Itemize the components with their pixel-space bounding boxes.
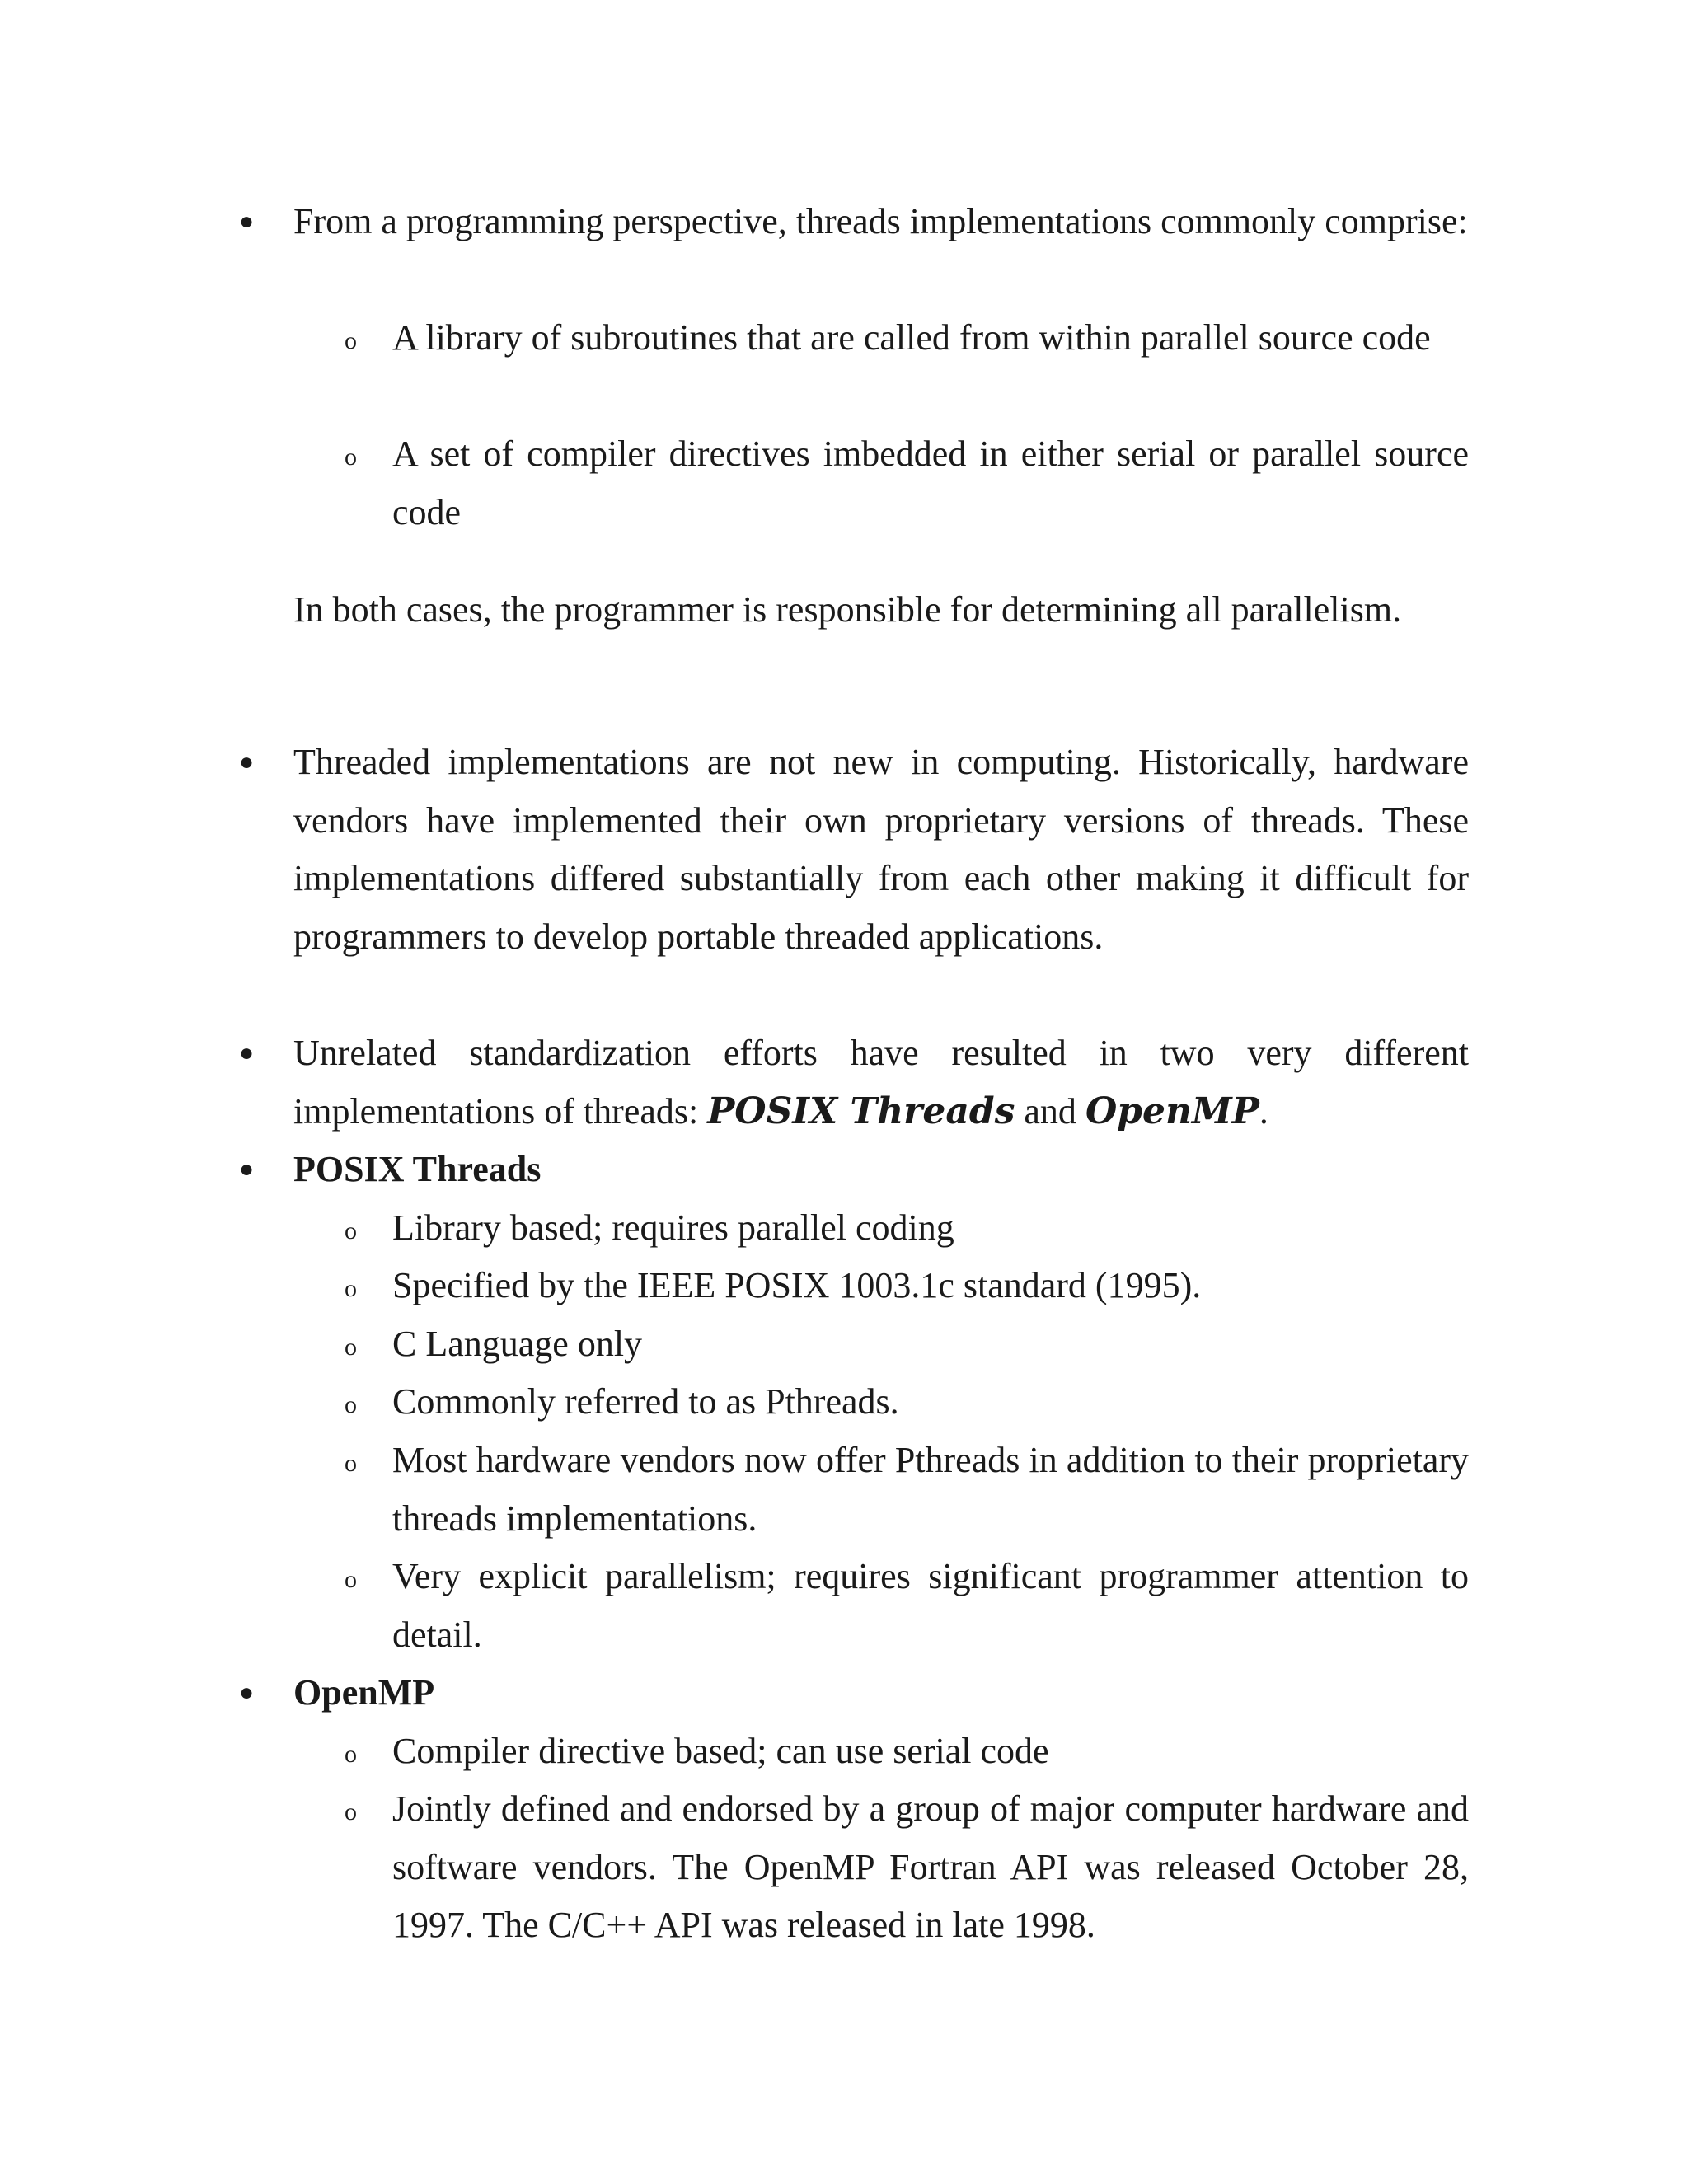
bullet-icon: ● bbox=[239, 1039, 255, 1066]
circle-bullet-icon: o bbox=[345, 443, 357, 471]
sub-item-library-subroutines bbox=[345, 309, 1469, 368]
heading-posix-threads bbox=[239, 1141, 1469, 1199]
circle-bullet-icon: o bbox=[345, 1450, 357, 1477]
bullet-icon: ● bbox=[239, 1155, 255, 1183]
sub-item-library-based bbox=[345, 1199, 1469, 1258]
item-text: From a programming perspective, threads implementations commonly comprise: bbox=[293, 201, 1468, 241]
circle-bullet-icon: o bbox=[345, 1333, 357, 1361]
item-text: Commonly referred to as Pthreads. bbox=[392, 1381, 899, 1422]
item-text: Most hardware vendors now offer Pthreads in addition to their proprietary threads implementations. bbox=[392, 1440, 1469, 1539]
item-text: Specified by the IEEE POSIX 1003.1c standard (1995). bbox=[392, 1265, 1202, 1305]
item-text: Threaded implementations are not new in computing. Historically, hardware vendors have implemented their own proprietary versions of threads. These implementations differed substantially from each other making it difficult for programmers to develop portable threaded applications. bbox=[293, 742, 1469, 957]
item-text: Compiler directive based; can use serial code bbox=[392, 1731, 1049, 1771]
bullet-item-standardization-efforts bbox=[239, 1024, 1469, 1141]
sub-item-jointly-defined bbox=[345, 1780, 1469, 1955]
item-text: C Language only bbox=[392, 1324, 643, 1364]
circle-bullet-icon: o bbox=[345, 1798, 357, 1825]
bullet-item-programming-perspective bbox=[239, 193, 1469, 251]
paragraph-text: In both cases, the programmer is responsible for determining all parallelism. bbox=[293, 589, 1402, 630]
section-heading: OpenMP bbox=[293, 1672, 435, 1713]
item-text: Library based; requires parallel coding bbox=[392, 1207, 954, 1248]
sub-item-compiler-directive-based bbox=[345, 1722, 1469, 1781]
posix-threads-emphasis: POSIX Threads bbox=[707, 1090, 1015, 1132]
item-text-end: . bbox=[1259, 1090, 1268, 1132]
item-text-mid: and bbox=[1015, 1090, 1085, 1132]
circle-bullet-icon: o bbox=[345, 1217, 357, 1244]
item-text-start: Unrelated standardization efforts have resulted in two very different implementations of threads: bbox=[293, 1033, 1469, 1132]
heading-openmp bbox=[239, 1664, 1469, 1722]
item-text: Very explicit parallelism; requires significant programmer attention to detail. bbox=[392, 1556, 1469, 1655]
sub-item-hardware-vendors bbox=[345, 1432, 1469, 1548]
circle-bullet-icon: o bbox=[345, 1566, 357, 1593]
circle-bullet-icon: o bbox=[345, 327, 357, 354]
section-heading: POSIX Threads bbox=[293, 1149, 542, 1189]
bullet-icon: ● bbox=[239, 208, 255, 235]
bullet-item-threaded-implementations bbox=[239, 733, 1469, 966]
item-text: Jointly defined and endorsed by a group of major computer hardware and software vendors. The OpenMP Fortran API was released October 28, 1997. The C/C++ API was released in late 1998. bbox=[392, 1788, 1469, 1945]
sub-item-ieee-standard bbox=[345, 1257, 1469, 1315]
circle-bullet-icon: o bbox=[345, 1741, 357, 1768]
bullet-icon: ● bbox=[239, 1679, 255, 1706]
sub-item-pthreads bbox=[345, 1373, 1469, 1432]
sub-item-explicit-parallelism bbox=[345, 1548, 1469, 1664]
circle-bullet-icon: o bbox=[345, 1275, 357, 1302]
paragraph-both-cases bbox=[293, 581, 1469, 640]
sub-item-compiler-directives bbox=[345, 425, 1469, 541]
circle-bullet-icon: o bbox=[345, 1391, 357, 1418]
openmp-emphasis: OpenMP bbox=[1085, 1090, 1259, 1132]
item-text: A set of compiler directives imbedded in either serial or parallel source code bbox=[392, 434, 1469, 532]
sub-item-c-language bbox=[345, 1315, 1469, 1374]
bullet-icon: ● bbox=[239, 748, 255, 776]
item-text: A library of subroutines that are called from within parallel source code bbox=[392, 317, 1431, 358]
